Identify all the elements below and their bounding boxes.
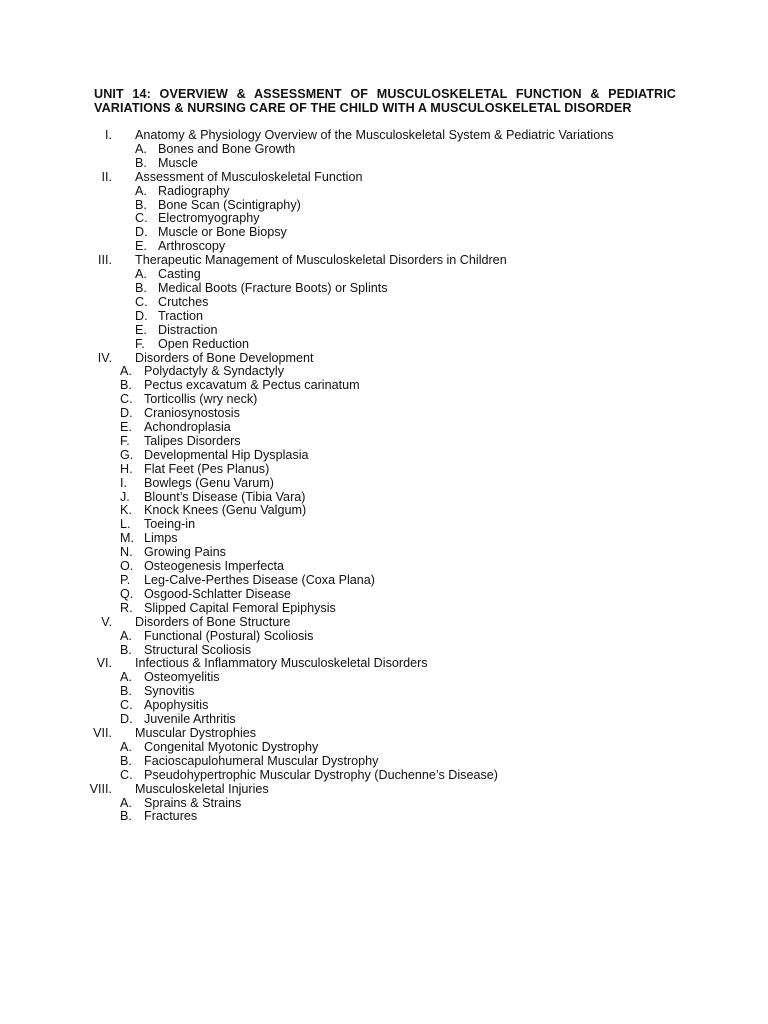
list-item bbox=[0, 698, 768, 712]
list-item bbox=[0, 337, 768, 351]
list-item bbox=[0, 309, 768, 323]
item-letter: D. bbox=[120, 406, 133, 421]
section-heading-row bbox=[0, 782, 768, 796]
item-letter: C. bbox=[135, 294, 148, 309]
list-item bbox=[0, 670, 768, 684]
list-item bbox=[0, 476, 768, 490]
item-letter: B. bbox=[135, 197, 147, 212]
item-letter: D. bbox=[135, 225, 148, 240]
item-letter: B. bbox=[135, 280, 147, 295]
item-text: Bowlegs (Genu Varum) bbox=[144, 475, 274, 490]
item-letter: A. bbox=[120, 739, 132, 754]
section-numeral: V. bbox=[101, 614, 112, 629]
item-letter: C. bbox=[135, 211, 148, 226]
list-item bbox=[0, 587, 768, 601]
item-text: Flat Feet (Pes Planus) bbox=[144, 461, 270, 476]
section-heading: Disorders of Bone Structure bbox=[135, 614, 291, 629]
section-heading: Musculoskeletal Injuries bbox=[135, 781, 269, 796]
item-text: Crutches bbox=[158, 294, 209, 309]
item-letter: A. bbox=[120, 670, 132, 685]
list-item bbox=[0, 809, 768, 823]
list-item bbox=[0, 323, 768, 337]
section-heading: Muscular Dystrophies bbox=[135, 725, 257, 740]
item-text: Achondroplasia bbox=[144, 420, 231, 435]
item-text: Sprains & Strains bbox=[144, 795, 242, 810]
item-letter: F. bbox=[120, 433, 130, 448]
item-letter: K. bbox=[120, 503, 132, 518]
outline-list bbox=[0, 128, 768, 823]
list-item bbox=[0, 184, 768, 198]
item-text: Distraction bbox=[158, 322, 218, 337]
item-text: Traction bbox=[158, 308, 204, 323]
item-text: Limps bbox=[144, 531, 178, 546]
item-text: Osteogenesis Imperfecta bbox=[144, 559, 285, 574]
item-letter: C. bbox=[120, 767, 133, 782]
item-text: Facioscapulohumeral Muscular Dystrophy bbox=[144, 753, 379, 768]
item-letter: B. bbox=[120, 642, 132, 657]
item-text: Medical Boots (Fracture Boots) or Splints bbox=[158, 280, 388, 295]
list-item bbox=[0, 796, 768, 810]
list-item bbox=[0, 448, 768, 462]
section-numeral: III. bbox=[98, 253, 112, 268]
section-numeral: II. bbox=[101, 169, 112, 184]
item-text: Congenital Myotonic Dystrophy bbox=[144, 739, 319, 754]
section-numeral: IV. bbox=[97, 350, 112, 365]
list-item bbox=[0, 462, 768, 476]
section-numeral: VII. bbox=[93, 725, 112, 740]
item-letter: A. bbox=[135, 141, 147, 156]
list-item bbox=[0, 406, 768, 420]
page-title: UNIT 14: OVERVIEW & ASSESSMENT OF MUSCULOSKELETAL FUNCTION & PEDIATRIC VARIATIONS & NURSING CARE OF THE CHILD WITH A MUSCULOSKELETAL DISORDER bbox=[94, 87, 676, 115]
item-letter: D. bbox=[135, 308, 148, 323]
item-text: Apophysitis bbox=[144, 698, 209, 713]
item-text: Muscle bbox=[158, 155, 198, 170]
item-letter: M. bbox=[120, 531, 134, 546]
item-text: Bones and Bone Growth bbox=[158, 141, 296, 156]
section-numeral: VI. bbox=[96, 656, 112, 671]
item-text: Slipped Capital Femoral Epiphysis bbox=[144, 600, 336, 615]
list-item bbox=[0, 434, 768, 448]
section-numeral: I. bbox=[105, 128, 112, 142]
section-heading: Infectious & Inflammatory Musculoskeletal Disorders bbox=[135, 656, 428, 671]
item-letter: F. bbox=[135, 336, 145, 351]
item-text: Bone Scan (Scintigraphy) bbox=[158, 197, 301, 212]
item-text: Toeing-in bbox=[144, 517, 196, 532]
item-letter: C. bbox=[120, 698, 133, 713]
list-item bbox=[0, 281, 768, 295]
list-item bbox=[0, 740, 768, 754]
list-item bbox=[0, 156, 768, 170]
list-item bbox=[0, 295, 768, 309]
list-item bbox=[0, 503, 768, 517]
item-text: Knock Knees (Genu Valgum) bbox=[144, 503, 307, 518]
item-text: Electromyography bbox=[158, 211, 260, 226]
item-letter: A. bbox=[135, 183, 147, 198]
item-letter: C. bbox=[120, 392, 133, 407]
item-text: Craniosynostosis bbox=[144, 406, 240, 421]
list-item bbox=[0, 225, 768, 239]
list-item bbox=[0, 239, 768, 253]
item-text: Blount’s Disease (Tibia Vara) bbox=[144, 489, 306, 504]
section-heading: Assessment of Musculoskeletal Function bbox=[135, 169, 363, 184]
section-heading-row bbox=[0, 253, 768, 267]
item-text: Radiography bbox=[158, 183, 230, 198]
item-text: Talipes Disorders bbox=[144, 433, 241, 448]
item-letter: E. bbox=[135, 239, 147, 254]
item-letter: P. bbox=[120, 573, 131, 587]
item-text: Osgood-Schlatter Disease bbox=[144, 586, 291, 601]
section-heading: Anatomy & Physiology Overview of the Musculoskeletal System & Pediatric Variations bbox=[135, 128, 614, 142]
item-text: Pseudohypertrophic Muscular Dystrophy (Duchenne’s Disease) bbox=[144, 767, 498, 782]
list-item bbox=[0, 629, 768, 643]
item-letter: Q. bbox=[120, 586, 134, 601]
item-text: Fractures bbox=[144, 809, 198, 824]
item-text: Synovitis bbox=[144, 684, 195, 699]
list-item bbox=[0, 768, 768, 782]
list-item bbox=[0, 684, 768, 698]
item-letter: R. bbox=[120, 600, 133, 615]
item-text: Open Reduction bbox=[158, 336, 250, 351]
section-heading-row bbox=[0, 615, 768, 629]
item-letter: E. bbox=[135, 322, 147, 337]
list-item bbox=[0, 142, 768, 156]
item-text: Casting bbox=[158, 267, 201, 282]
item-text: Functional (Postural) Scoliosis bbox=[144, 628, 314, 643]
item-text: Developmental Hip Dysplasia bbox=[144, 447, 309, 462]
list-item bbox=[0, 267, 768, 281]
list-item bbox=[0, 531, 768, 545]
item-letter: D. bbox=[120, 712, 133, 727]
list-item bbox=[0, 490, 768, 504]
item-text: Structural Scoliosis bbox=[144, 642, 252, 657]
list-item bbox=[0, 559, 768, 573]
list-item bbox=[0, 754, 768, 768]
item-letter: E. bbox=[120, 420, 132, 435]
item-letter: H. bbox=[120, 461, 133, 476]
item-text: Leg-Calve-Perthes Disease (Coxa Plana) bbox=[144, 573, 375, 587]
list-item bbox=[0, 643, 768, 657]
section-heading: Disorders of Bone Development bbox=[135, 350, 314, 365]
item-text: Juvenile Arthritis bbox=[144, 712, 236, 727]
item-letter: J. bbox=[120, 489, 130, 504]
section-numeral: VIII. bbox=[89, 781, 112, 796]
list-item bbox=[0, 573, 768, 587]
item-letter: N. bbox=[120, 545, 133, 560]
section-heading-row bbox=[0, 726, 768, 740]
section-heading-row bbox=[0, 170, 768, 184]
item-letter: O. bbox=[120, 559, 134, 574]
list-item bbox=[0, 420, 768, 434]
item-letter: A. bbox=[120, 795, 132, 810]
item-letter: B. bbox=[120, 684, 132, 699]
item-letter: B. bbox=[120, 378, 132, 393]
item-letter: A. bbox=[120, 364, 132, 379]
item-text: Muscle or Bone Biopsy bbox=[158, 225, 287, 240]
item-letter: A. bbox=[135, 267, 147, 282]
section-heading-row bbox=[0, 351, 768, 365]
list-item bbox=[0, 364, 768, 378]
section-heading: Therapeutic Management of Musculoskeletal Disorders in Children bbox=[135, 253, 507, 268]
item-text: Pectus excavatum & Pectus carinatum bbox=[144, 378, 360, 393]
section-heading-row bbox=[0, 656, 768, 670]
item-letter: I. bbox=[120, 475, 127, 490]
item-letter: L. bbox=[120, 517, 131, 532]
item-text: Osteomyelitis bbox=[144, 670, 220, 685]
item-text: Torticollis (wry neck) bbox=[144, 392, 258, 407]
list-item bbox=[0, 545, 768, 559]
list-item bbox=[0, 211, 768, 225]
list-item bbox=[0, 517, 768, 531]
item-text: Growing Pains bbox=[144, 545, 226, 560]
item-letter: B. bbox=[135, 155, 147, 170]
list-item bbox=[0, 198, 768, 212]
item-text: Polydactyly & Syndactyly bbox=[144, 364, 284, 379]
list-item bbox=[0, 392, 768, 406]
list-item bbox=[0, 601, 768, 615]
list-item bbox=[0, 712, 768, 726]
item-letter: G. bbox=[120, 447, 134, 462]
section-heading-row bbox=[0, 128, 768, 142]
item-letter: A. bbox=[120, 628, 132, 643]
item-text: Arthroscopy bbox=[158, 239, 226, 254]
list-item bbox=[0, 378, 768, 392]
item-letter: B. bbox=[120, 809, 132, 824]
item-letter: B. bbox=[120, 753, 132, 768]
